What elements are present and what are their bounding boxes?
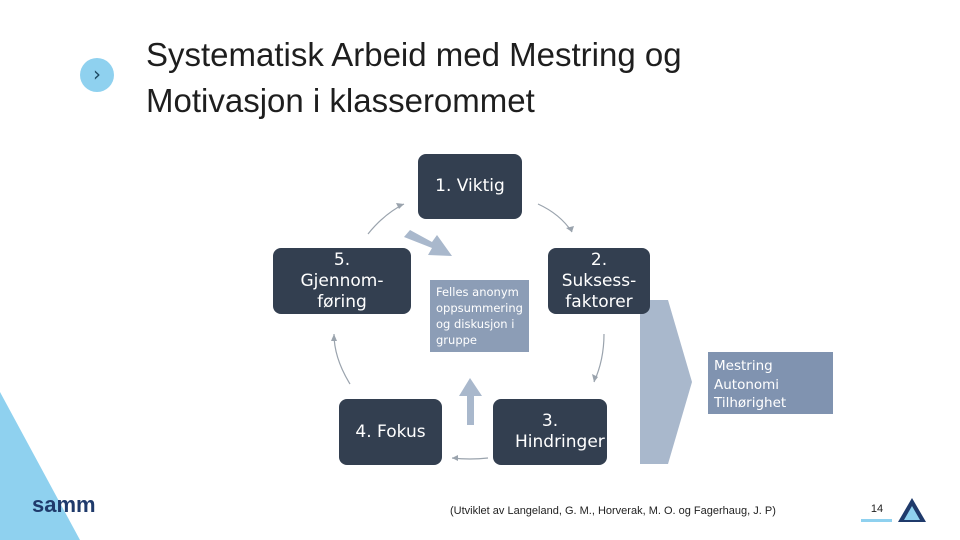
page-number: 14 xyxy=(870,503,884,515)
cycle-node-viktig xyxy=(418,154,522,219)
node-label: 4. Fokus xyxy=(355,421,426,442)
chevron-right-icon[interactable]: › xyxy=(80,58,114,92)
node-label: 2. Suksess-faktorer xyxy=(561,249,637,312)
page-title: Systematisk Arbeid med Mestring og Motivasjon i klasserommet xyxy=(146,36,682,119)
result-line: Tilhørighet xyxy=(714,395,787,411)
node-label: 1. Viktig xyxy=(435,176,505,196)
citation: (Utviklet av Langeland, G. M., Horverak, M. O. og Fagerhaug, J. P) xyxy=(450,505,776,517)
cycle-node-gjennomforing xyxy=(273,248,411,314)
node-label: 3. Hindringer xyxy=(515,411,605,452)
brand-triangle-icon xyxy=(896,496,928,524)
center-line: og diskusjon i xyxy=(436,317,515,331)
cycle-node-suksess xyxy=(548,248,650,314)
center-line: gruppe xyxy=(436,333,477,347)
arrow-into-center-up xyxy=(459,378,482,425)
page-number-underline xyxy=(861,519,892,522)
cycle-arrow-5-1 xyxy=(368,204,404,234)
arrow-into-center-diag xyxy=(404,230,452,256)
result-line: Mestring xyxy=(714,358,773,374)
result-box xyxy=(708,352,833,414)
cycle-arrow-2-3 xyxy=(594,334,604,382)
center-line: Felles anonym xyxy=(436,285,519,299)
big-right-arrow xyxy=(640,300,692,464)
node-label: 5. Gjennom-føring xyxy=(300,249,384,312)
cycle-node-fokus xyxy=(339,399,442,465)
result-line: Autonomi xyxy=(714,376,780,393)
samm-logo: samm xyxy=(32,492,96,517)
center-line: oppsummering xyxy=(436,301,523,315)
cycle-arrow-4-5 xyxy=(334,334,350,384)
center-discussion-box xyxy=(430,280,529,352)
cycle-node-hindringer xyxy=(493,399,607,465)
